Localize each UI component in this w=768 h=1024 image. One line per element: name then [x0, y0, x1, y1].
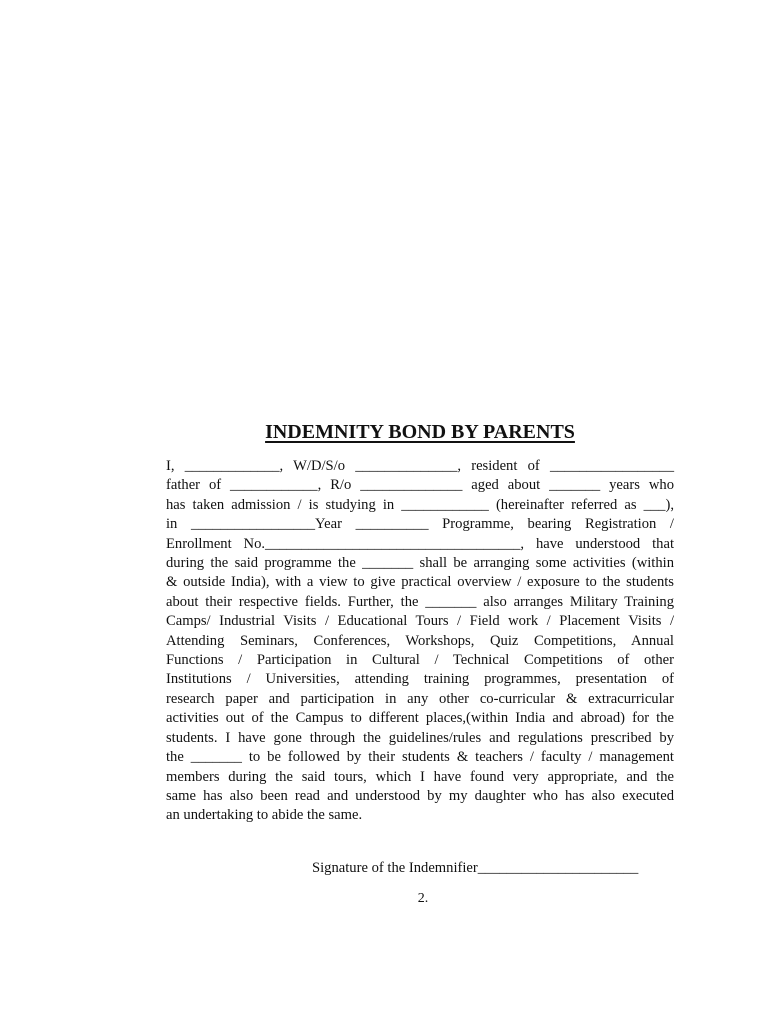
body-line: Attending Seminars, Conferences, Workshops, Quiz Competitions, Annual: [166, 632, 674, 649]
body-line: Institutions / Universities, attending training programmes, presentation of: [166, 671, 674, 688]
body-line: members during the said tours, which I have found very appropriate, and the: [166, 768, 674, 785]
body-line: & outside India), with a view to give practical overview / exposure to the students: [166, 574, 674, 591]
body-line: Camps/ Industrial Visits / Educational Tours / Field work / Placement Visits /: [166, 613, 674, 630]
body-line: father of ____________, R/o ______________ aged about _______ years who: [166, 477, 674, 494]
body-line: in _________________Year __________ Programme, bearing Registration /: [166, 516, 674, 533]
body-line: an undertaking to abide the same.: [166, 807, 363, 824]
body-line: activities out of the Campus to different places,(within India and abroad) for the: [166, 710, 674, 727]
body-line: about their respective fields. Further, the _______ also arranges Military Training: [166, 593, 674, 610]
bond-body-text: [166, 457, 674, 826]
body-line: Enrollment No.___________________________________, have understood that: [166, 535, 674, 552]
body-line: the _______ to be followed by their students & teachers / faculty / management: [166, 749, 674, 766]
body-line: students. I have gone through the guidelines/rules and regulations prescribed by: [166, 729, 674, 746]
body-line: Functions / Participation in Cultural / Technical Competitions of other: [166, 652, 674, 669]
body-line: during the said programme the _______ shall be arranging some activities (within: [166, 555, 674, 572]
body-line: research paper and participation in any other co-curricular & extracurricular: [166, 690, 674, 707]
body-line: same has also been read and understood by my daughter who has also executed: [166, 787, 674, 804]
body-line: I, _____________, W/D/S/o ______________, resident of _________________: [166, 458, 674, 474]
page-number: 2.: [417, 891, 429, 906]
body-line: has taken admission / is studying in ____________ (hereinafter referred as ___),: [166, 496, 674, 513]
document-title: INDEMNITY BOND BY PARENTS: [265, 421, 575, 443]
signature-line: Signature of the Indemnifier______________________: [312, 860, 639, 876]
